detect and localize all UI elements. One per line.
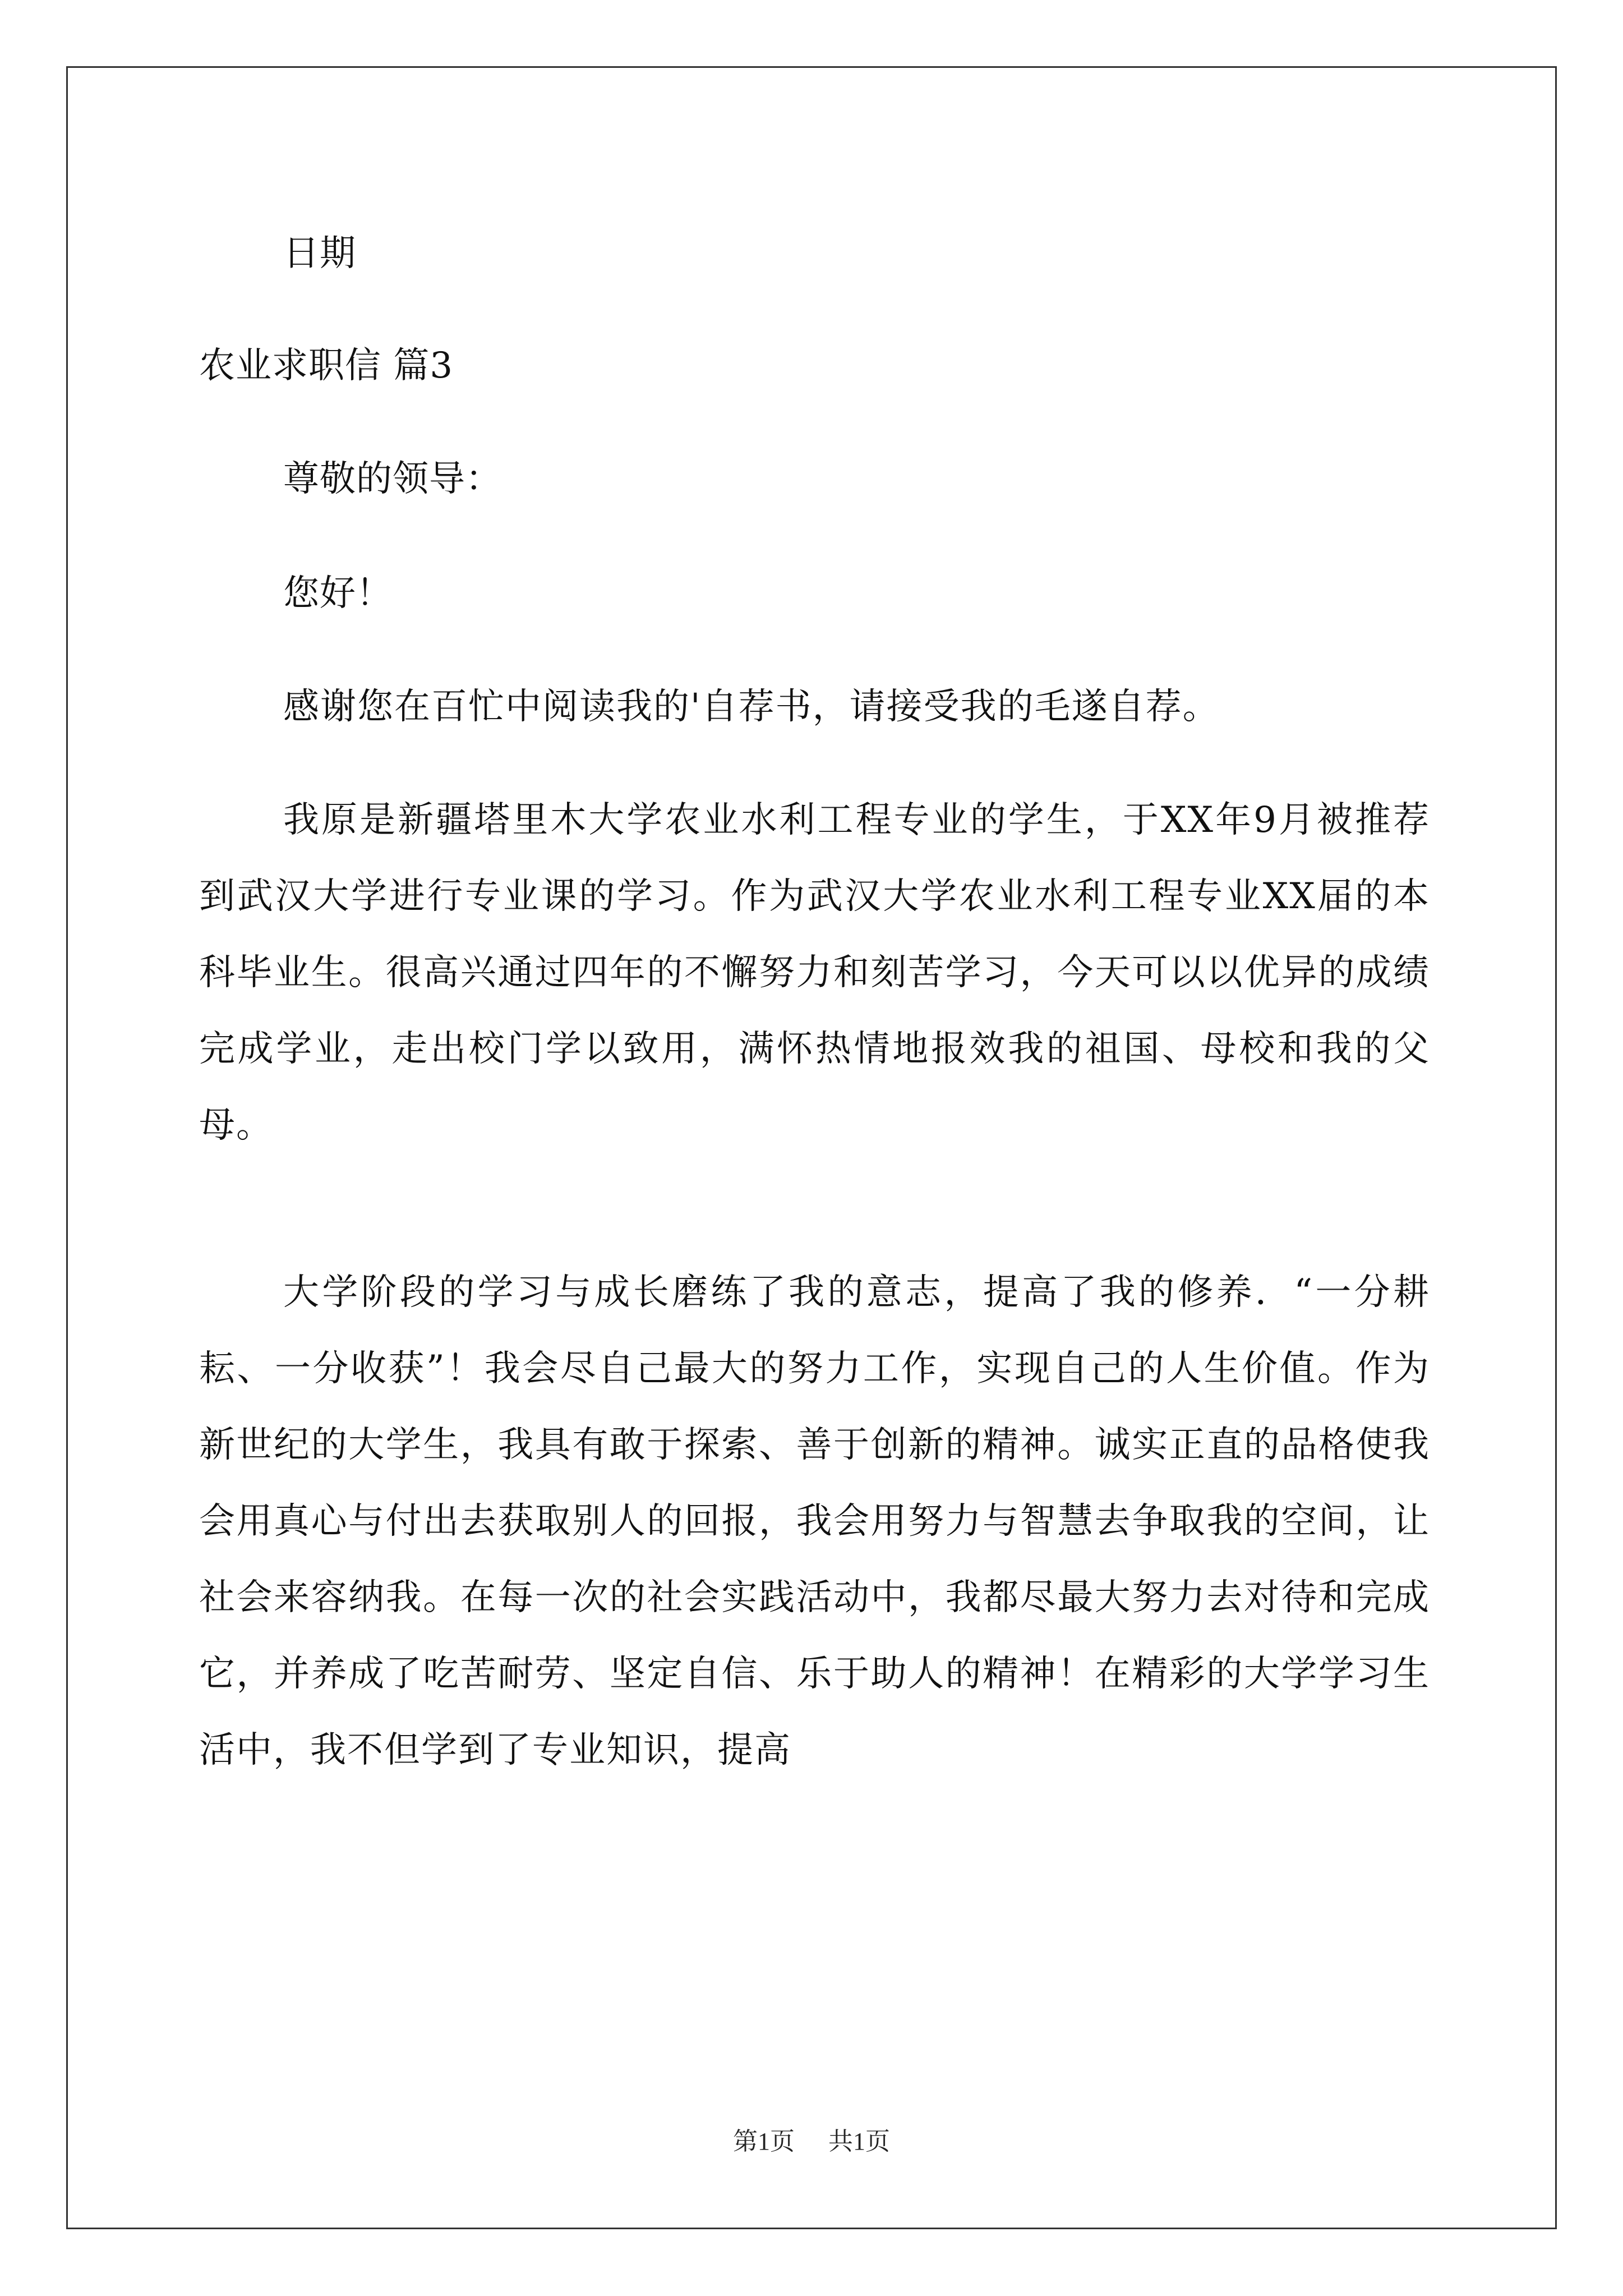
salutation: 尊敬的领导： [283,458,502,500]
paragraph-thanks: 感谢您在百忙中阅读我的'自荐书，请接受我的毛遂自荐。 [283,686,1220,728]
page-number: 第1页 [733,2128,795,2155]
paragraph-background: 我原是新疆塔里木大学农业水利工程专业的学生，于XX年9月被推荐到武汉大学进行专业课的学习。作为武汉大学农业水利工程专业XX届的本科毕业生。很高兴通过四年的不懈努力和刻苦学习，今天可以以优异的成绩完成学业，走出校门学以致用，满怀热情地报效我的祖国、母校和我的父母。 [199,799,1430,1146]
greeting: 您好！ [283,573,393,614]
page-total: 共1页 [828,2128,890,2155]
section-title: 农业求职信 篇3 [199,345,454,386]
date-label: 日期 [283,233,356,274]
paragraph-growth: 大学阶段的学习与成长磨练了我的意志，提高了我的修养．“一分耕耘、一分收获”！我会尽自己最大的努力工作，实现自己的人生价值。作为新世纪的大学生，我具有敢于探索、善于创新的精神。诚实正直的品格使我会用真心与付出去获取别人的回报，我会用努力与智慧去争取我的空间，让社会来容纳我。在每一次的社会实践活动中，我都尽最大努力去对待和完成它，并养成了吃苦耐劳、坚定自信、乐于助人的精神！在精彩的大学学习生活中，我不但学到了专业知识，提高 [199,1272,1430,1771]
page-footer [0,2125,1623,2159]
